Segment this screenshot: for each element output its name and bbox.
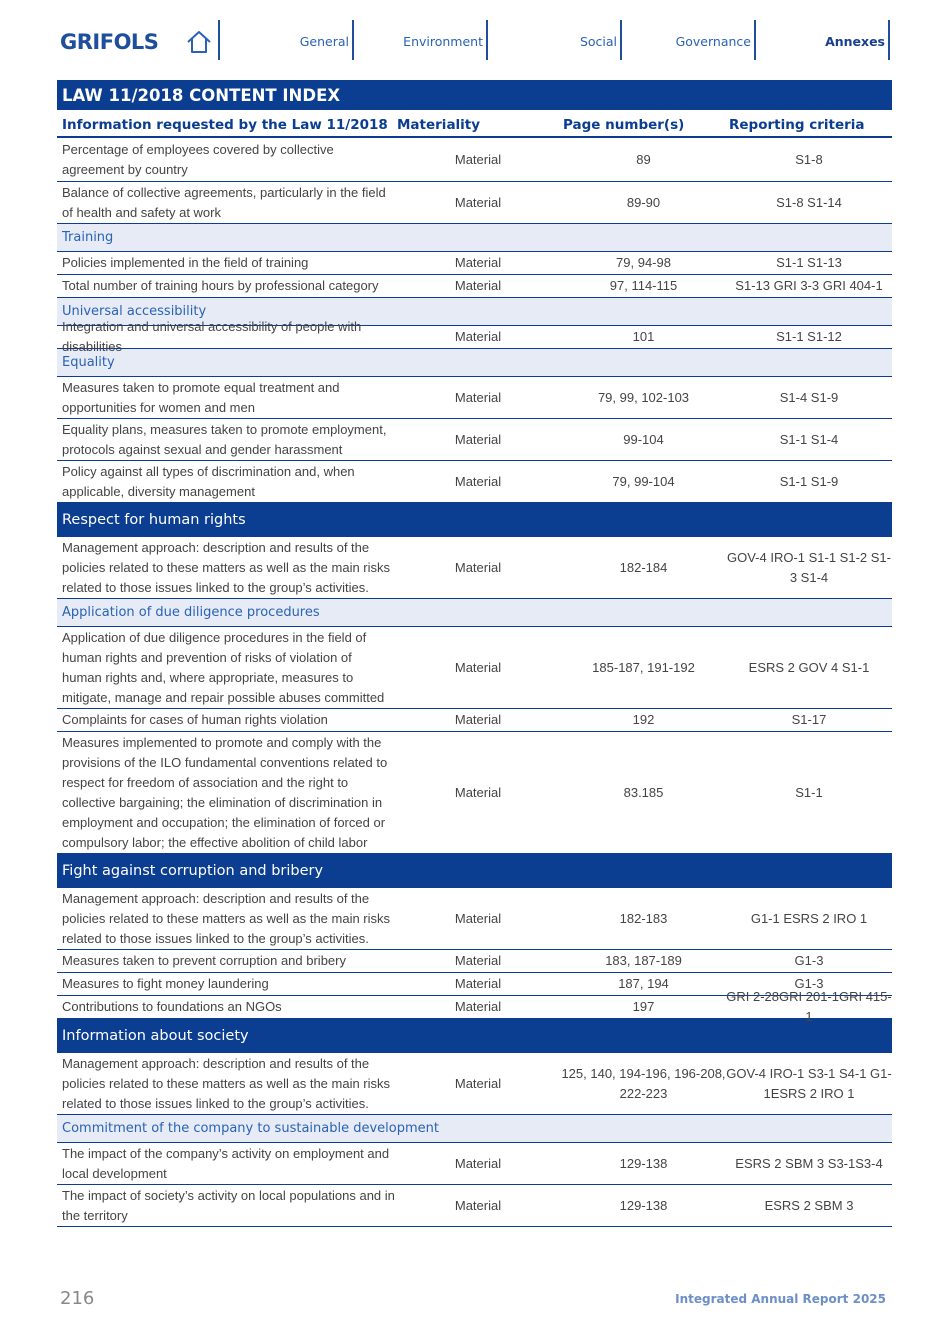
cell-page-numbers: 129-138 xyxy=(619,1197,668,1213)
cell-information: Policies implemented in the field of training xyxy=(62,255,309,270)
cell-reporting-criteria: GOV-4 IRO-1 S1-1 S1-2 S1-3 S1-4 xyxy=(726,549,891,585)
subsection-sustainable-development: Commitment of the company to sustainable development xyxy=(57,1115,892,1143)
table-row xyxy=(57,732,892,854)
nav-general[interactable]: General xyxy=(299,34,349,49)
cell-reporting-criteria: S1-17 xyxy=(791,712,827,727)
cell-page-numbers: 182-184 xyxy=(619,559,668,575)
cell-information: Measures taken to prevent corruption and bribery xyxy=(62,953,346,968)
cell-materiality: Material xyxy=(454,151,502,167)
table-row xyxy=(57,461,892,503)
table-row xyxy=(57,989,892,1024)
cell-information: Measures implemented to promote and comply with the provisions of the ILO fundamental conventions related to respect for freedom of association and the right to collective bargaining; the elimination of discrimination in employment and occupation; the elimination of forced or compulsory labor; the effective abolition of child labor xyxy=(62,734,388,850)
page-number: 216 xyxy=(60,1288,95,1309)
subsection-training: Training xyxy=(57,224,892,252)
cell-materiality: Material xyxy=(454,329,502,344)
cell-information: Management approach: description and results of the policies related to these matters as well as the main risks related to those issues linked to the group’s activities. xyxy=(62,539,391,595)
cell-materiality: Material xyxy=(454,255,502,270)
cell-page-numbers: 79, 94-98 xyxy=(616,255,671,270)
cell-materiality: Material xyxy=(454,659,502,675)
content-index-table xyxy=(57,80,892,1227)
cell-information: The impact of the company’s activity on employment and local development xyxy=(62,1145,390,1181)
table-row xyxy=(57,888,892,950)
cell-reporting-criteria: G1-3 xyxy=(794,976,824,991)
cell-reporting-criteria: S1-4 S1-9 xyxy=(779,389,839,405)
subsection-universal-accessibility: Universal accessibility xyxy=(57,298,892,326)
cell-materiality: Material xyxy=(454,473,502,489)
cell-materiality: Material xyxy=(454,953,502,968)
cell-reporting-criteria: ESRS 2 SBM 3 xyxy=(764,1197,854,1213)
cell-information: Integration and universal accessibility of people with disabilities xyxy=(62,319,362,354)
table-row xyxy=(57,627,892,709)
cell-page-numbers: 129-138 xyxy=(619,1155,668,1171)
table-header xyxy=(57,110,892,138)
cell-information: Percentage of employees covered by collective agreement by country xyxy=(62,141,334,177)
table-row xyxy=(57,275,892,298)
report-title: Integrated Annual Report 2025 xyxy=(675,1292,886,1306)
column-header-page-numbers: Page number(s) xyxy=(563,117,685,133)
nav-annexes[interactable]: Annexes xyxy=(825,34,885,49)
cell-materiality: Material xyxy=(454,278,502,293)
cell-reporting-criteria: S1-1 S1-13 xyxy=(776,255,842,270)
cell-reporting-criteria: S1-13 GRI 3-3 GRI 404-1 xyxy=(735,278,883,293)
cell-materiality: Material xyxy=(454,712,502,727)
nav-governance[interactable]: Governance xyxy=(675,34,751,49)
section-information-about-society: Information about society xyxy=(57,1019,892,1053)
cell-reporting-criteria: S1-8 xyxy=(795,151,823,167)
cell-reporting-criteria: S1-1 S1-9 xyxy=(779,473,839,489)
cell-page-numbers: 99-104 xyxy=(623,431,664,447)
nav-social[interactable]: Social xyxy=(579,34,617,49)
section-respect-for-human-rights: Respect for human rights xyxy=(57,503,892,537)
nav-separator xyxy=(218,20,220,60)
cell-materiality: Material xyxy=(454,999,502,1014)
subsection-due-diligence: Application of due diligence procedures xyxy=(57,599,892,627)
column-header-information: Information requested by the Law 11/2018 xyxy=(62,117,388,133)
table-row xyxy=(57,377,892,419)
cell-information: Total number of training hours by professional category xyxy=(62,278,379,293)
cell-page-numbers: 197 xyxy=(632,999,655,1014)
cell-page-numbers: 89 xyxy=(636,151,651,167)
nav-separator xyxy=(620,20,622,60)
table-title: LAW 11/2018 CONTENT INDEX xyxy=(57,80,892,110)
table-row xyxy=(57,709,892,732)
grifols-logo[interactable]: GRIFOLS xyxy=(60,30,159,54)
cell-reporting-criteria: G1-1 ESRS 2 IRO 1 xyxy=(750,910,868,926)
cell-page-numbers: 182-183 xyxy=(619,910,668,926)
cell-information: Complaints for cases of human rights violation xyxy=(62,712,328,727)
table-row xyxy=(57,1185,892,1227)
cell-reporting-criteria: G1-3 xyxy=(794,953,824,968)
cell-page-numbers: 183, 187-189 xyxy=(605,953,682,968)
cell-information: The impact of society’s activity on local populations and in the territory xyxy=(62,1187,395,1223)
cell-page-numbers: 97, 114-115 xyxy=(609,278,678,293)
cell-information: Contributions to foundations an NGOs xyxy=(62,999,282,1014)
nav-separator xyxy=(888,20,890,60)
cell-reporting-criteria: GOV-4 IRO-1 S3-1 S4-1 G1-1ESRS 2 IRO 1 xyxy=(726,1065,892,1101)
cell-materiality: Material xyxy=(454,1155,502,1171)
table-row xyxy=(57,950,892,973)
nav-separator xyxy=(486,20,488,60)
table-row xyxy=(57,419,892,461)
nav-environment[interactable]: Environment xyxy=(403,34,483,49)
cell-information: Policy against all types of discrimination and, when applicable, diversity management xyxy=(62,463,355,499)
cell-materiality: Material xyxy=(454,976,502,991)
cell-materiality: Material xyxy=(454,431,502,447)
cell-reporting-criteria: S1-1 xyxy=(795,784,823,800)
table-row xyxy=(57,138,892,182)
cell-information: Application of due diligence procedures in the field of human rights and prevention of risks of violation of human rights and, where appropriate, measures to mitigate, manage and repair possible abuses committed xyxy=(62,629,385,705)
cell-page-numbers: 125, 140, 194-196, 196-208, 222-223 xyxy=(561,1065,726,1101)
cell-page-numbers: 187, 194 xyxy=(618,976,669,991)
home-icon[interactable] xyxy=(185,28,213,56)
nav-separator xyxy=(754,20,756,60)
subsection-equality: Equality xyxy=(57,349,892,377)
cell-reporting-criteria: GRI 2-28GRI 201-1GRI 415-1 xyxy=(726,989,892,1024)
cell-page-numbers: 83.185 xyxy=(623,784,664,800)
cell-information: Management approach: description and results of the policies related to these matters as well as the main risks related to those issues linked to the group’s activities. xyxy=(62,890,391,946)
cell-materiality: Material xyxy=(454,910,502,926)
table-row xyxy=(57,319,892,354)
cell-information: Measures to fight money laundering xyxy=(62,976,269,991)
cell-reporting-criteria: S1-1 S1-4 xyxy=(779,431,839,447)
table-row xyxy=(57,1143,892,1185)
cell-materiality: Material xyxy=(454,784,502,800)
cell-reporting-criteria: S1-8 S1-14 xyxy=(776,194,842,210)
table-row xyxy=(57,1053,892,1115)
cell-information: Measures taken to promote equal treatment and opportunities for women and men xyxy=(62,379,340,415)
cell-page-numbers: 192 xyxy=(632,712,655,727)
nav-separator xyxy=(352,20,354,60)
cell-information: Balance of collective agreements, particularly in the field of health and safety at work xyxy=(62,184,386,220)
cell-information: Management approach: description and results of the policies related to these matters as well as the main risks related to those issues linked to the group’s activities. xyxy=(62,1055,391,1111)
table-row xyxy=(57,252,892,275)
table-row xyxy=(57,537,892,599)
section-fight-against-corruption: Fight against corruption and bribery xyxy=(57,854,892,888)
cell-materiality: Material xyxy=(454,1197,502,1213)
cell-reporting-criteria: S1-1 S1-12 xyxy=(776,329,842,344)
cell-page-numbers: 101 xyxy=(632,329,655,344)
cell-page-numbers: 79, 99-104 xyxy=(612,473,675,489)
cell-materiality: Material xyxy=(454,1075,502,1091)
cell-materiality: Material xyxy=(454,389,502,405)
cell-materiality: Material xyxy=(454,194,502,210)
cell-page-numbers: 89-90 xyxy=(626,194,661,210)
cell-page-numbers: 185-187, 191-192 xyxy=(592,659,695,675)
cell-reporting-criteria: ESRS 2 SBM 3 S3-1S3-4 xyxy=(735,1155,883,1171)
column-header-materiality: Materiality xyxy=(397,117,481,133)
cell-page-numbers: 79, 99, 102-103 xyxy=(597,389,690,405)
cell-reporting-criteria: ESRS 2 GOV 4 S1-1 xyxy=(748,659,870,675)
cell-materiality: Material xyxy=(454,559,502,575)
cell-information: Equality plans, measures taken to promote employment, protocols against sexual and gender harassment xyxy=(62,421,387,457)
table-row xyxy=(57,182,892,224)
column-header-reporting-criteria: Reporting criteria xyxy=(729,117,865,133)
